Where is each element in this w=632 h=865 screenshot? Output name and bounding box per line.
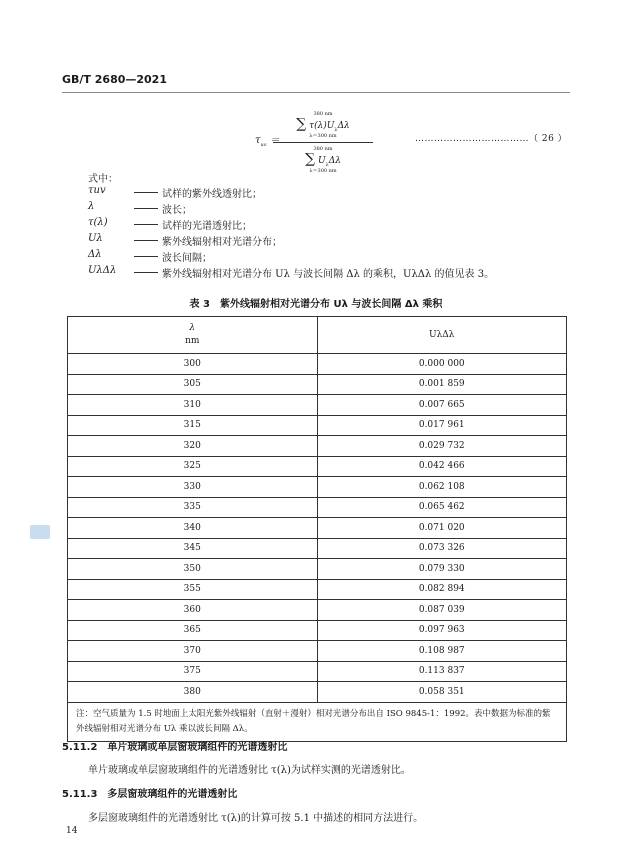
product-cell: 0.079 330 [317,559,567,580]
lambda-cell: 380 [68,682,318,703]
product-column-header: UλΔλ [317,317,567,354]
product-cell: 0.071 020 [317,518,567,539]
formula-numerator: 380 nm ∑ $\tau(\lambda)U_\lambda\Delta\lambda$ λ＝300 nm [296,111,350,139]
lambda-column-header: λ nm [68,317,318,354]
lambda-cell: 375 [68,661,318,682]
product-cell: 0.042 466 [317,456,567,477]
lambda-cell: 325 [68,456,318,477]
table-note-row [68,702,567,741]
section-paragraph: 单片玻璃或单层窗玻璃组件的光谱透射比 τ(λ)为试样实测的光谱透射比。 [88,765,411,776]
table-row [68,477,567,498]
product-cell: 0.065 462 [317,497,567,518]
table-header-row [68,317,567,354]
lambda-cell: 335 [68,497,318,518]
side-stamp [30,525,50,539]
table-row [68,559,567,580]
lambda-cell: 355 [68,579,318,600]
lambda-cell: 320 [68,436,318,457]
lambda-cell: 315 [68,415,318,436]
lambda-cell: 310 [68,395,318,416]
formula-fraction [273,111,373,174]
table-row [68,661,567,682]
table-row [68,600,567,621]
data-table [67,316,567,742]
formula-denominator: 380 nm ∑ $U_\lambda\Delta\lambda$ λ＝300 nm [305,145,341,174]
section-heading: 5.11.3 多层窗玻璃组件的光谱透射比 [62,789,238,800]
table-row [68,641,567,662]
table-row [68,395,567,416]
product-cell: 0.017 961 [317,415,567,436]
equation-number: ………………………………（ 26 ） [415,134,568,144]
table-row [68,518,567,539]
lambda-cell: 360 [68,600,318,621]
product-cell: 0.058 351 [317,682,567,703]
table-row [68,415,567,436]
product-cell: 0.029 732 [317,436,567,457]
product-cell: 0.082 894 [317,579,567,600]
formula-26 [255,105,375,174]
table-row [68,620,567,641]
product-cell: 0.113 837 [317,661,567,682]
product-cell: 0.108 987 [317,641,567,662]
product-cell: 0.062 108 [317,477,567,498]
table-row [68,682,567,703]
standard-code-header: GB/T 2680—2021 [62,73,167,86]
table-row [68,436,567,457]
table-row [68,456,567,477]
product-cell: 0.087 039 [317,600,567,621]
lambda-cell: 350 [68,559,318,580]
lambda-cell: 340 [68,518,318,539]
lambda-cell: 365 [68,620,318,641]
formula-lhs: $\tau_{uv}$ ＝ [255,135,280,148]
table-row [68,497,567,518]
where-title: 式中： [88,174,118,185]
lambda-cell: 330 [68,477,318,498]
product-cell: 0.097 963 [317,620,567,641]
section-heading: 5.11.2 单片玻璃或单层窗玻璃组件的光谱透射比 [62,742,288,753]
lambda-cell: 305 [68,374,318,395]
header-divider [62,92,570,93]
product-cell: 0.001 859 [317,374,567,395]
product-cell: 0.007 665 [317,395,567,416]
product-cell: 0.073 326 [317,538,567,559]
lambda-cell: 370 [68,641,318,662]
table-row [68,374,567,395]
table-caption: 表 3 紫外线辐射相对光谱分布 Uλ 与波长间隔 Δλ 乘积 [189,299,443,310]
lambda-cell: 300 [68,354,318,375]
table-row [68,538,567,559]
lambda-cell: 345 [68,538,318,559]
table-row [68,354,567,375]
table-row [68,579,567,600]
page-number: 14 [66,826,78,836]
product-cell: 0.000 000 [317,354,567,375]
section-paragraph: 多层窗玻璃组件的光谱透射比 τ(λ)的计算可按 5.1 中描述的相同方法进行。 [88,813,424,824]
table-note: 注：空气质量为 1.5 时地面上太阳光紫外线辐射（直射＋漫射）相对光谱分布出自 ISO 9845-1：1992。表中数据为标准的紫外线辐射相对光谱分布 Uλ 乘以波长间隔 Δλ。 [68,702,567,741]
